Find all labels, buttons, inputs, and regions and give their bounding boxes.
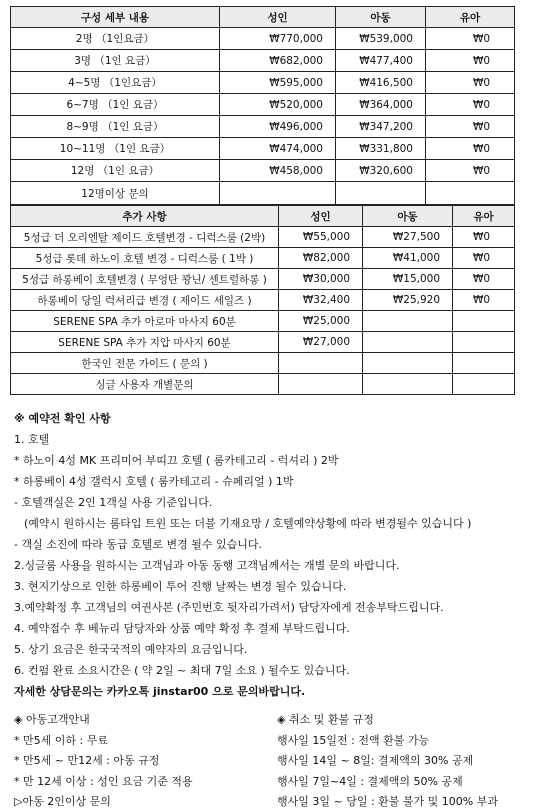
infant-price: ₩0 <box>426 94 515 116</box>
adult-price <box>220 182 336 205</box>
note-line: 5. 상기 요금은 한국국적의 예약자의 요금입니다. <box>14 643 248 656</box>
row-label: 12명 （1인 요금） <box>11 160 220 182</box>
child-price: ₩25,920 <box>363 290 453 311</box>
child-price: ₩539,000 <box>336 28 426 50</box>
child-info <box>14 710 274 810</box>
column-header-composition: 구성 세부 내용 <box>11 7 220 28</box>
row-label: 싱글 사용자 개별문의 <box>11 374 279 395</box>
child-price: ₩15,000 <box>363 269 453 290</box>
adult-price: ₩496,000 <box>220 116 336 138</box>
adult-price: ₩82,000 <box>279 248 363 269</box>
child-price: ₩416,500 <box>336 72 426 94</box>
adult-price: ₩458,000 <box>220 160 336 182</box>
pricing-table <box>10 6 515 205</box>
table-row <box>11 72 515 94</box>
adult-price <box>279 353 363 374</box>
column-header-child: 아동 <box>336 7 426 28</box>
adult-price: ₩595,000 <box>220 72 336 94</box>
note-line: 2.싱글룸 사용을 원하시는 고객님과 아동 동행 고객님께서는 개별 문의 바랍니다. <box>14 559 400 572</box>
refund-policy-title: ◈ 취소 및 환불 규정 <box>277 713 374 726</box>
adult-price: ₩474,000 <box>220 138 336 160</box>
table-row <box>11 160 515 182</box>
note-line: 6. 컨펌 완료 소요시간은 ( 약 2일 ~ 최대 7일 소요 ) 될수도 있습니다. <box>14 664 350 677</box>
child-price <box>363 311 453 332</box>
extras-table-header <box>11 206 515 227</box>
row-label: SERENE SPA 추가 아로마 마사지 60분 <box>11 311 279 332</box>
infant-price: ₩0 <box>426 50 515 72</box>
adult-price: ₩520,000 <box>220 94 336 116</box>
infant-price: ₩0 <box>426 72 515 94</box>
infant-price: ₩0 <box>426 160 515 182</box>
row-label: 5성급 더 오리엔탈 제이드 호텔변경 - 디럭스룸 (2박) <box>11 227 279 248</box>
column-header-infant: 유아 <box>453 206 515 227</box>
table-row <box>11 227 515 248</box>
child-price: ₩331,800 <box>336 138 426 160</box>
note-line: 1. 호텔 <box>14 433 50 446</box>
note-line: 3.예약확정 후 고객님의 여권사본 (주민번호 뒷자리가려서) 담당자에게 전송부탁드립니다. <box>14 601 444 614</box>
row-label: SERENE SPA 추가 지압 마사지 60분 <box>11 332 279 353</box>
child-price <box>363 353 453 374</box>
column-header-adult: 성인 <box>279 206 363 227</box>
table-row <box>11 311 515 332</box>
column-header-adult: 성인 <box>220 7 336 28</box>
note-line: (예약시 원하시는 룸타입 트윈 또는 더블 기재요망 / 호텔예약상황에 따라 변경될수 있습니다 ) <box>24 517 472 530</box>
row-label: 3명 （1인 요금） <box>11 50 220 72</box>
infant-price: ₩0 <box>426 28 515 50</box>
note-line: * 하롱베이 4성 갤럭시 호텔 ( 룸카테고리 - 슈페리얼 ) 1박 <box>14 475 294 488</box>
note-line: * 하노이 4성 MK 프리미어 부띠끄 호텔 ( 룸카테고리 - 럭셔리 ) 2박 <box>14 454 339 467</box>
table-row <box>11 374 515 395</box>
booking-notes <box>14 408 534 702</box>
row-label: 12명이상 문의 <box>11 182 220 205</box>
child-info-title: ◈ 아동고객안내 <box>14 713 90 726</box>
table-row <box>11 290 515 311</box>
infant-price <box>453 353 515 374</box>
infant-price <box>453 311 515 332</box>
column-header-child: 아동 <box>363 206 453 227</box>
adult-price: ₩30,000 <box>279 269 363 290</box>
refund-policy-item: 행사일 7일~4일 : 결제액의 50% 공제 <box>277 774 463 788</box>
table-row <box>11 332 515 353</box>
table-row <box>11 248 515 269</box>
adult-price <box>279 374 363 395</box>
infant-price: ₩0 <box>426 138 515 160</box>
table-row <box>11 94 515 116</box>
infant-price <box>453 374 515 395</box>
row-label: 6~7명 （1인 요금） <box>11 94 220 116</box>
extras-table <box>10 205 515 395</box>
note-line: - 객실 소진에 따라 동급 호텔로 변경 될수 있습니다. <box>14 538 262 551</box>
table-row <box>11 28 515 50</box>
row-label: 10~11명 （1인 요금） <box>11 138 220 160</box>
note-line: 3. 현지기상으로 인한 하롱베이 투어 진행 날짜는 변경 될수 있습니다. <box>14 580 347 593</box>
infant-price <box>453 332 515 353</box>
refund-policy-item: 행사일 14일 ~ 8일: 결제액의 30% 공제 <box>277 754 474 767</box>
row-label: 4~5명 （1인요금） <box>11 72 220 94</box>
child-info-item: * 만5세 ~ 만12세 : 아동 규정 <box>14 754 160 767</box>
child-price: ₩320,600 <box>336 160 426 182</box>
row-label: 2명 （1인요금） <box>11 28 220 50</box>
row-label: 5성급 하롱베이 호텔변경 ( 무엉탄 꽝닌/ 센트럴하롱 ) <box>11 269 279 290</box>
child-info-item: * 만 12세 이상 : 성인 요금 기준 적용 <box>14 774 193 788</box>
child-price <box>363 332 453 353</box>
row-label: 하롱베이 당일 럭셔리급 변경 ( 제이드 세일즈 ) <box>11 290 279 311</box>
child-price <box>336 182 426 205</box>
table-row <box>11 269 515 290</box>
pricing-table-header <box>11 7 515 28</box>
child-price <box>363 374 453 395</box>
row-label: 5성급 롯데 하노이 호텔 변경 - 디럭스룸 ( 1박 ) <box>11 248 279 269</box>
infant-price: ₩0 <box>426 116 515 138</box>
infant-price <box>426 182 515 205</box>
note-line: 4. 예약접수 후 베뉴리 담당자와 상품 예약 확정 후 결제 부탁드립니다. <box>14 622 350 635</box>
infant-price: ₩0 <box>453 269 515 290</box>
contact-line: 자세한 상담문의는 카카오톡 jinstar00 으로 문의바랍니다. <box>14 685 306 698</box>
adult-price: ₩682,000 <box>220 50 336 72</box>
adult-price: ₩25,000 <box>279 311 363 332</box>
refund-policy-item: 행사일 3일 ~ 당일 : 환불 불가 및 100% 부과 <box>277 795 498 808</box>
child-info-item: * 만5세 이하 : 무료 <box>14 733 108 747</box>
child-price: ₩41,000 <box>363 248 453 269</box>
child-price: ₩364,000 <box>336 94 426 116</box>
infant-price: ₩0 <box>453 248 515 269</box>
infant-price: ₩0 <box>453 227 515 248</box>
row-label: 한국인 전문 가이드 ( 문의 ) <box>11 353 279 374</box>
infant-price: ₩0 <box>453 290 515 311</box>
child-info-item: ▷아동 2인이상 문의 <box>14 795 111 808</box>
table-row <box>11 353 515 374</box>
refund-policy <box>277 710 537 810</box>
column-header-extras: 추가 사항 <box>11 206 279 227</box>
table-row <box>11 182 515 205</box>
table-row <box>11 138 515 160</box>
adult-price: ₩770,000 <box>220 28 336 50</box>
notes-title: ※ 예약전 확인 사항 <box>14 412 111 425</box>
adult-price: ₩55,000 <box>279 227 363 248</box>
note-line: - 호텔객실은 2인 1객실 사용 기준입니다. <box>14 496 213 509</box>
row-label: 8~9명 （1인 요금） <box>11 116 220 138</box>
adult-price: ₩32,400 <box>279 290 363 311</box>
table-row <box>11 116 515 138</box>
adult-price: ₩27,000 <box>279 332 363 353</box>
child-price: ₩347,200 <box>336 116 426 138</box>
table-row <box>11 50 515 72</box>
child-price: ₩477,400 <box>336 50 426 72</box>
child-price: ₩27,500 <box>363 227 453 248</box>
column-header-infant: 유아 <box>426 7 515 28</box>
refund-policy-item: 행사일 15일전 : 전액 환불 가능 <box>277 733 430 747</box>
